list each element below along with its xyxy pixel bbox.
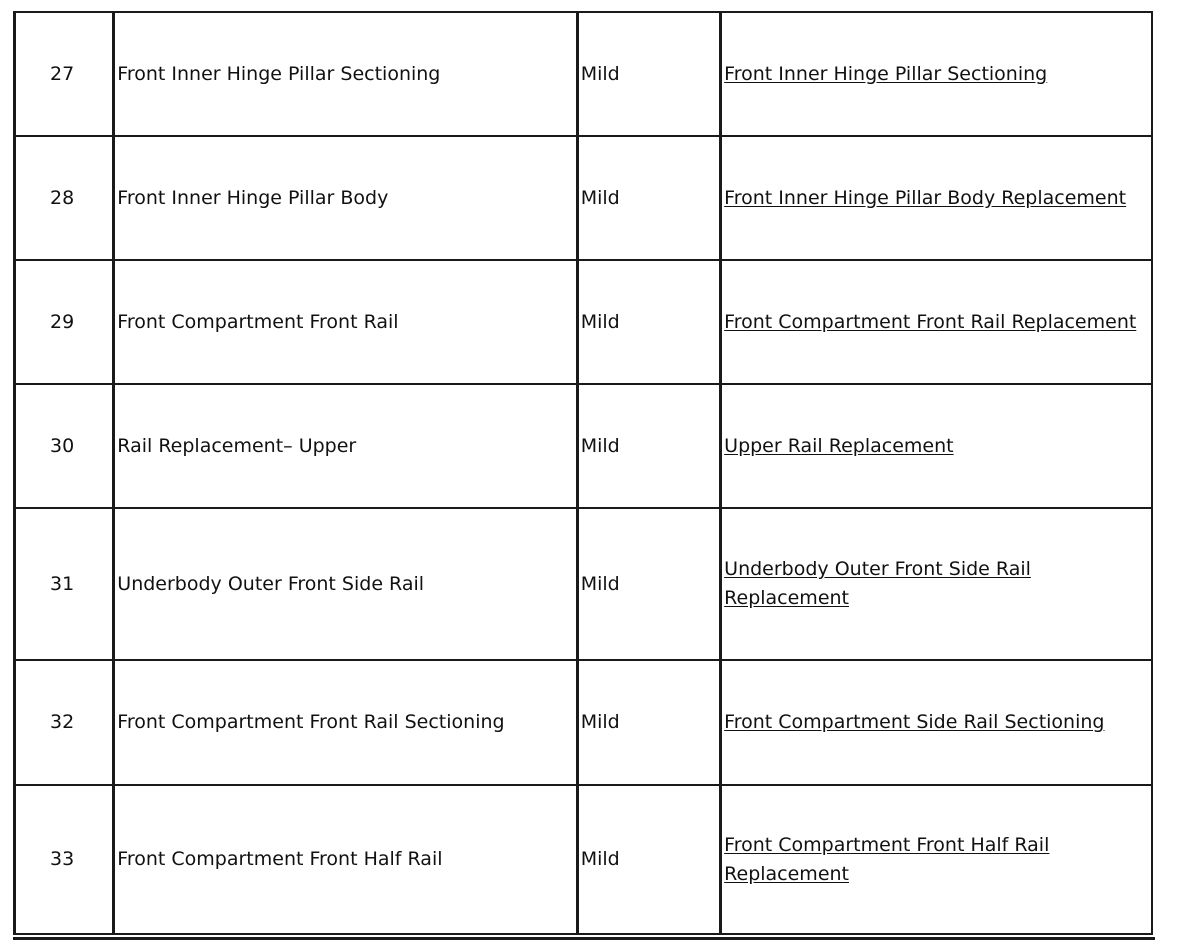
table-row xyxy=(15,384,1153,508)
table-row xyxy=(15,785,1153,934)
table-row xyxy=(15,260,1153,384)
row-number: 29 xyxy=(15,260,114,384)
procedure-link[interactable]: Front Inner Hinge Pillar Body Replacement xyxy=(724,186,1127,209)
procedure-link[interactable]: Underbody Outer Front Side Rail Replacement xyxy=(724,558,1031,609)
part-description: Front Compartment Front Rail xyxy=(114,260,577,384)
procedure-link-cell xyxy=(721,785,1152,934)
procedure-link-cell xyxy=(721,136,1152,260)
procedure-link[interactable]: Front Compartment Front Rail Replacement xyxy=(724,310,1137,333)
procedure-link-cell xyxy=(721,260,1152,384)
table-row xyxy=(15,12,1153,136)
procedure-link[interactable]: Front Compartment Side Rail Sectioning xyxy=(724,711,1105,733)
material-type: Mild xyxy=(577,384,720,508)
material-type: Mild xyxy=(577,260,720,384)
table-row xyxy=(15,508,1153,660)
part-description: Underbody Outer Front Side Rail xyxy=(114,508,577,660)
row-number: 32 xyxy=(15,660,114,785)
material-type: Mild xyxy=(577,136,720,260)
row-number: 31 xyxy=(15,508,114,660)
part-description: Rail Replacement– Upper xyxy=(114,384,577,508)
table-bottom-border xyxy=(13,937,1155,940)
procedure-link-cell xyxy=(721,508,1152,660)
material-type: Mild xyxy=(577,660,720,785)
part-description: Front Compartment Front Half Rail xyxy=(114,785,577,934)
row-number: 28 xyxy=(15,136,114,260)
row-number: 33 xyxy=(15,785,114,934)
procedure-link-cell xyxy=(721,660,1152,785)
row-number: 30 xyxy=(15,384,114,508)
procedure-link[interactable]: Front Inner Hinge Pillar Sectioning xyxy=(724,62,1048,85)
table-row xyxy=(15,136,1153,260)
parts-table xyxy=(13,11,1153,935)
row-number: 27 xyxy=(15,12,114,136)
part-description: Front Inner Hinge Pillar Sectioning xyxy=(114,12,577,136)
table-row xyxy=(15,660,1153,785)
procedure-link-cell xyxy=(721,12,1152,136)
procedure-link[interactable]: Upper Rail Replacement xyxy=(724,434,954,457)
material-type: Mild xyxy=(577,508,720,660)
procedure-link-cell xyxy=(721,384,1152,508)
material-type: Mild xyxy=(577,785,720,934)
material-type: Mild xyxy=(577,12,720,136)
procedure-link[interactable]: Front Compartment Front Half Rail Replacement xyxy=(724,833,1050,885)
part-description: Front Inner Hinge Pillar Body xyxy=(114,136,577,260)
part-description: Front Compartment Front Rail Sectioning xyxy=(114,660,577,785)
